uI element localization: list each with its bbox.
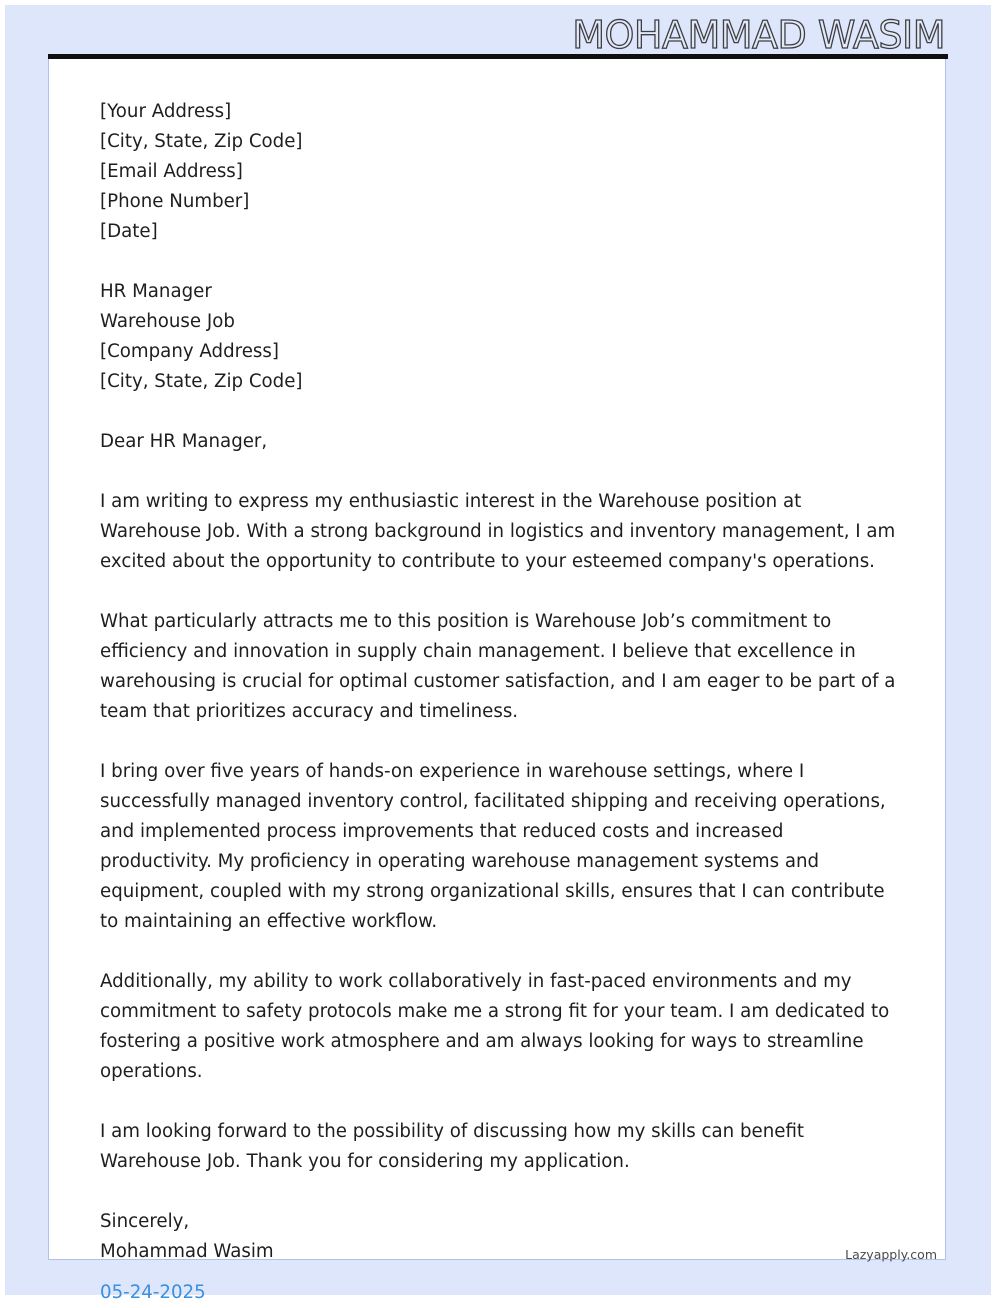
sender-address-line: [Your Address] (100, 101, 232, 122)
sender-city-line: [City, State, Zip Code] (100, 131, 303, 152)
spacer (100, 1087, 900, 1117)
body-paragraph-motivation: What particularly attracts me to this position is Warehouse Job’s commitment to efficiency and innovation in supply chain management. I believe that excellence in warehousing is crucial for optimal customer satisfaction, and I am eager to be part of a team that prioritizes accuracy and timeliness. (100, 611, 896, 722)
spacer (100, 247, 900, 277)
recipient-address-block (100, 277, 900, 397)
body-paragraph-intro: I am writing to express my enthusiastic interest in the Warehouse position at Warehouse Job. With a strong background in logistics and inventory management, I am excited about the opportunity to contribute to your esteemed company's operations. (100, 491, 896, 572)
recipient-title-line: HR Manager (100, 281, 212, 302)
spacer (100, 397, 900, 427)
signature-name: Mohammad Wasim (100, 1241, 274, 1262)
sender-email-line: [Email Address] (100, 161, 243, 182)
header-name: MOHAMMAD WASIM (572, 13, 945, 57)
footer-date: 05-24-2025 (100, 1282, 206, 1303)
closing: Sincerely, (100, 1211, 190, 1232)
sender-address-block (100, 97, 900, 247)
body-paragraph-skills: Additionally, my ability to work collaboratively in fast-paced environments and my commitment to safety protocols make me a strong fit for your team. I am dedicated to fostering a positive work atmosphere and am always looking for ways to streamline operations. (100, 971, 890, 1082)
recipient-address-line: [Company Address] (100, 341, 279, 362)
body-paragraph-closing: I am looking forward to the possibility of discussing how my skills can benefit Warehouse Job. Thank you for considering my application. (100, 1121, 805, 1172)
recipient-city-line: [City, State, Zip Code] (100, 371, 303, 392)
salutation: Dear HR Manager, (100, 431, 268, 452)
recipient-company-line: Warehouse Job (100, 311, 235, 332)
lazyapply-watermark: Lazyapply.com (845, 1247, 937, 1262)
letter-body (100, 97, 900, 1267)
spacer (100, 937, 900, 967)
sender-phone-line: [Phone Number] (100, 191, 250, 212)
spacer (100, 457, 900, 487)
spacer (100, 577, 900, 607)
spacer (100, 1177, 900, 1207)
sender-date-line: [Date] (100, 221, 158, 242)
spacer (100, 727, 900, 757)
body-paragraph-experience: I bring over five years of hands-on experience in warehouse settings, where I successfully managed inventory control, facilitated shipping and receiving operations, and implemented process improvements that reduced costs and increased productivity. My proficiency in operating warehouse management systems and equipment, coupled with my strong organizational skills, ensures that I can contribute to maintaining an effective workflow. (100, 761, 886, 932)
